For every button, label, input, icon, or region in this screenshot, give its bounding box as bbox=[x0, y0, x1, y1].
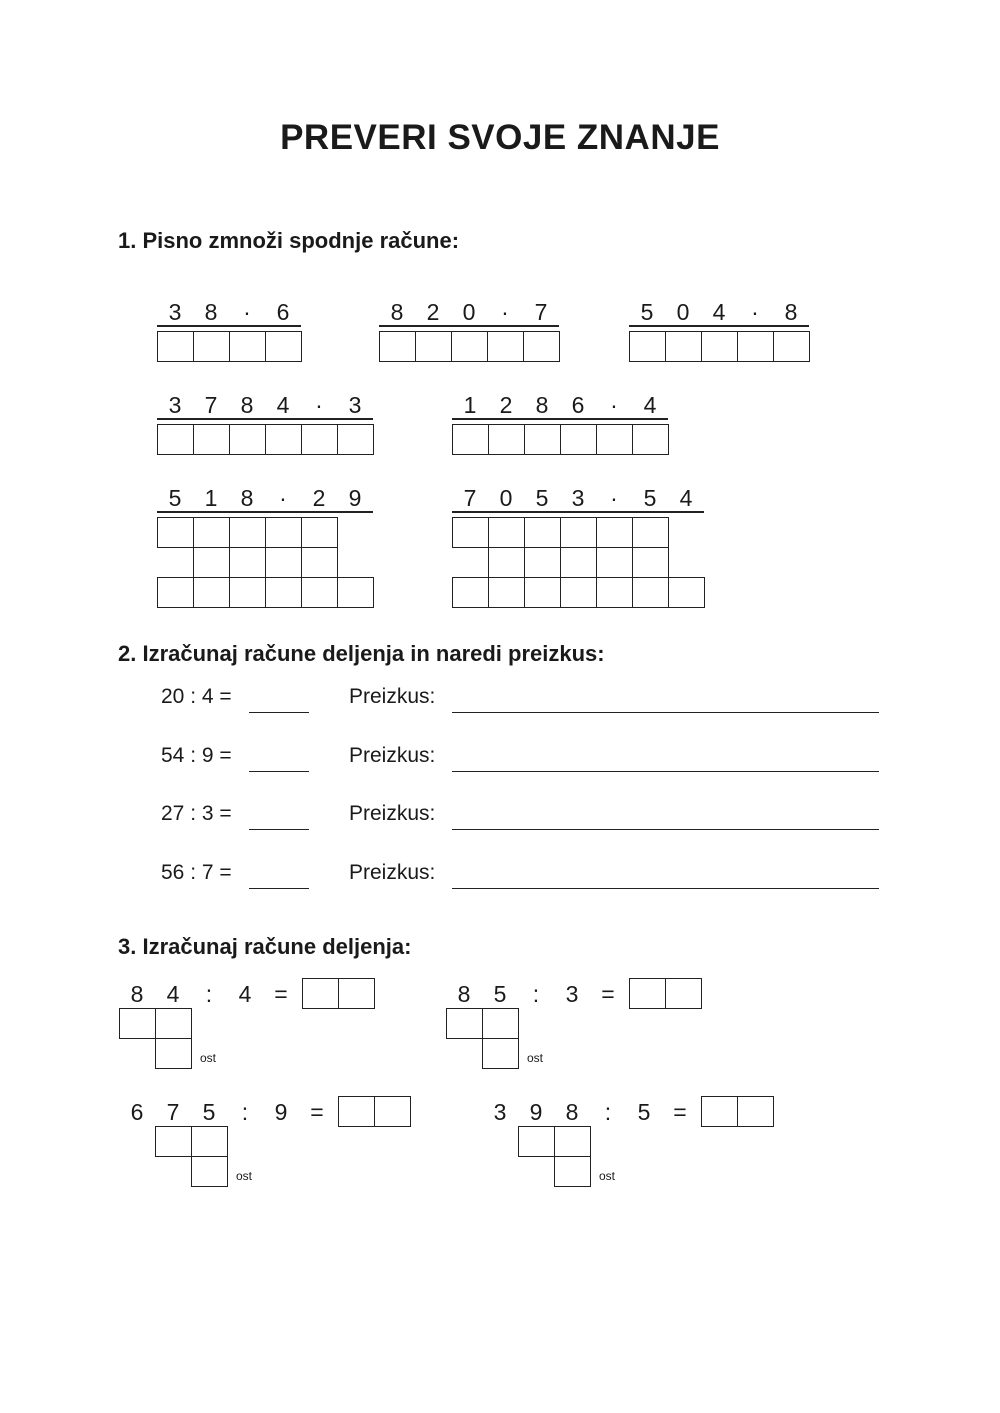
division-digit: : bbox=[205, 981, 213, 1007]
answer-box[interactable] bbox=[265, 547, 302, 578]
answer-box[interactable] bbox=[488, 517, 525, 548]
division-digit: = bbox=[673, 1099, 687, 1125]
multiplication-digit: 9 bbox=[348, 485, 362, 511]
multiplication-digit: 8 bbox=[390, 299, 404, 325]
answer-box[interactable] bbox=[265, 331, 302, 362]
multiplication-digit: 6 bbox=[276, 299, 290, 325]
answer-box[interactable] bbox=[229, 517, 266, 548]
division-digit: 9 bbox=[529, 1099, 543, 1125]
check-label: Preizkus: bbox=[349, 802, 436, 825]
multiplication-underline bbox=[452, 418, 668, 420]
answer-box[interactable] bbox=[379, 331, 416, 362]
answer-box[interactable] bbox=[701, 331, 738, 362]
division-equation: 27 : 3 = bbox=[161, 802, 232, 825]
answer-box[interactable] bbox=[157, 577, 194, 608]
answer-box[interactable] bbox=[773, 331, 810, 362]
answer-box[interactable] bbox=[523, 331, 560, 362]
answer-box[interactable] bbox=[337, 424, 374, 455]
multiplication-digit: 2 bbox=[499, 392, 513, 418]
answer-box[interactable] bbox=[560, 547, 597, 578]
quotient-box[interactable] bbox=[338, 1096, 375, 1127]
answer-box[interactable] bbox=[451, 331, 488, 362]
check-line[interactable] bbox=[452, 888, 879, 889]
division-digit: 8 bbox=[457, 981, 471, 1007]
multiplication-digit: 8 bbox=[204, 299, 218, 325]
work-box[interactable] bbox=[155, 1008, 192, 1039]
division-digit: : bbox=[532, 981, 540, 1007]
multiplication-digit: 1 bbox=[463, 392, 477, 418]
section-1-heading: 1. Pisno zmnoži spodnje račune: bbox=[118, 228, 460, 253]
check-label: Preizkus: bbox=[349, 860, 436, 884]
multiplication-digit: 0 bbox=[462, 299, 476, 325]
multiplication-digit: · bbox=[751, 299, 759, 325]
section-3-heading: 3. Izračunaj račune deljenja: bbox=[118, 934, 412, 959]
division-digit: = bbox=[310, 1099, 324, 1125]
division-digit: 4 bbox=[238, 981, 252, 1007]
work-box[interactable] bbox=[446, 1008, 483, 1039]
remainder-label: ost bbox=[200, 1051, 217, 1065]
quotient-box[interactable] bbox=[302, 978, 339, 1009]
multiplication-digit: 3 bbox=[168, 299, 182, 325]
multiplication-underline bbox=[452, 511, 704, 513]
division-digit: 8 bbox=[130, 981, 144, 1007]
answer-box[interactable] bbox=[229, 424, 266, 455]
division-digit: 6 bbox=[130, 1099, 144, 1125]
answer-box[interactable] bbox=[157, 517, 194, 548]
answer-box[interactable] bbox=[632, 577, 669, 608]
multiplication-digit: 7 bbox=[204, 392, 218, 418]
multiplication-underline bbox=[157, 325, 301, 327]
quotient-box[interactable] bbox=[338, 978, 375, 1009]
multiplication-digit: · bbox=[501, 299, 509, 325]
answer-box[interactable] bbox=[452, 577, 489, 608]
answer-box[interactable] bbox=[560, 424, 597, 455]
work-box[interactable] bbox=[554, 1126, 591, 1157]
answer-box[interactable] bbox=[632, 424, 669, 455]
multiplication-digit: 5 bbox=[168, 485, 182, 511]
multiplication-digit: 8 bbox=[784, 299, 798, 325]
division-digit: 9 bbox=[274, 1099, 288, 1125]
answer-box[interactable] bbox=[193, 547, 230, 578]
division-equation: 20 : 4 = bbox=[161, 685, 232, 708]
section-2-heading: 2. Izračunaj račune deljenja in naredi preizkus: bbox=[118, 641, 605, 666]
multiplication-digit: 2 bbox=[312, 485, 326, 511]
multiplication-digit: 0 bbox=[676, 299, 690, 325]
answer-box[interactable] bbox=[415, 331, 452, 362]
multiplication-digit: · bbox=[279, 485, 287, 511]
answer-box[interactable] bbox=[524, 517, 561, 548]
answer-line[interactable] bbox=[249, 829, 309, 830]
answer-box[interactable] bbox=[487, 331, 524, 362]
division-digit: : bbox=[241, 1099, 249, 1125]
multiplication-digit: 7 bbox=[463, 485, 477, 511]
answer-box[interactable] bbox=[229, 577, 266, 608]
answer-box[interactable] bbox=[301, 577, 338, 608]
multiplication-digit: · bbox=[243, 299, 251, 325]
answer-box[interactable] bbox=[301, 547, 338, 578]
answer-box[interactable] bbox=[488, 547, 525, 578]
quotient-box[interactable] bbox=[737, 1096, 774, 1127]
answer-box[interactable] bbox=[265, 517, 302, 548]
answer-box[interactable] bbox=[452, 517, 489, 548]
check-label: Preizkus: bbox=[349, 743, 436, 767]
multiplication-digit: 2 bbox=[426, 299, 440, 325]
division-equation: 54 : 9 = bbox=[161, 743, 232, 767]
answer-box[interactable] bbox=[524, 577, 561, 608]
answer-box[interactable] bbox=[596, 517, 633, 548]
answer-box[interactable] bbox=[488, 424, 525, 455]
answer-box[interactable] bbox=[452, 424, 489, 455]
answer-box[interactable] bbox=[524, 424, 561, 455]
multiplication-digit: 8 bbox=[240, 485, 254, 511]
multiplication-digit: · bbox=[315, 392, 323, 418]
multiplication-underline bbox=[379, 325, 559, 327]
answer-box[interactable] bbox=[193, 331, 230, 362]
multiplication-digit: 5 bbox=[640, 299, 654, 325]
division-digit: : bbox=[604, 1099, 612, 1125]
answer-box[interactable] bbox=[737, 331, 774, 362]
answer-box[interactable] bbox=[632, 517, 669, 548]
answer-box[interactable] bbox=[229, 547, 266, 578]
answer-box[interactable] bbox=[265, 424, 302, 455]
answer-box[interactable] bbox=[596, 547, 633, 578]
multiplication-digit: 4 bbox=[679, 485, 693, 511]
work-box[interactable] bbox=[119, 1008, 156, 1039]
remainder-box[interactable] bbox=[554, 1156, 591, 1187]
work-box[interactable] bbox=[518, 1126, 555, 1157]
answer-box[interactable] bbox=[632, 547, 669, 578]
check-line[interactable] bbox=[452, 712, 879, 713]
answer-box[interactable] bbox=[301, 424, 338, 455]
multiplication-digit: · bbox=[610, 485, 618, 511]
answer-box[interactable] bbox=[668, 577, 705, 608]
check-line[interactable] bbox=[452, 829, 879, 830]
answer-box[interactable] bbox=[524, 547, 561, 578]
answer-box[interactable] bbox=[560, 577, 597, 608]
multiplication-underline bbox=[157, 511, 373, 513]
remainder-box[interactable] bbox=[482, 1038, 519, 1069]
multiplication-digit: 6 bbox=[571, 392, 585, 418]
multiplication-digit: 7 bbox=[534, 299, 548, 325]
remainder-label: ost bbox=[527, 1051, 544, 1065]
quotient-box[interactable] bbox=[374, 1096, 411, 1127]
answer-box[interactable] bbox=[337, 577, 374, 608]
division-digit: 7 bbox=[166, 1099, 180, 1125]
division-digit: 3 bbox=[493, 1099, 507, 1125]
answer-box[interactable] bbox=[157, 331, 194, 362]
multiplication-underline bbox=[629, 325, 809, 327]
remainder-label: ost bbox=[236, 1169, 253, 1183]
page-title: PREVERI SVOJE ZNANJE bbox=[280, 118, 720, 157]
answer-box[interactable] bbox=[596, 424, 633, 455]
division-digit: = bbox=[274, 981, 288, 1007]
answer-box[interactable] bbox=[596, 577, 633, 608]
answer-box[interactable] bbox=[193, 424, 230, 455]
multiplication-digit: 4 bbox=[643, 392, 657, 418]
division-digit: 4 bbox=[166, 981, 180, 1007]
multiplication-digit: · bbox=[610, 392, 618, 418]
division-digit: = bbox=[601, 981, 615, 1007]
work-box[interactable] bbox=[482, 1008, 519, 1039]
multiplication-digit: 0 bbox=[499, 485, 513, 511]
multiplication-digit: 3 bbox=[168, 392, 182, 418]
division-digit: 3 bbox=[565, 981, 579, 1007]
quotient-box[interactable] bbox=[665, 978, 702, 1009]
answer-box[interactable] bbox=[665, 331, 702, 362]
check-label: Preizkus: bbox=[349, 685, 436, 708]
remainder-box[interactable] bbox=[155, 1038, 192, 1069]
work-box[interactable] bbox=[191, 1126, 228, 1157]
multiplication-digit: 3 bbox=[571, 485, 585, 511]
multiplication-digit: 4 bbox=[276, 392, 290, 418]
division-equation: 56 : 7 = bbox=[161, 860, 232, 884]
quotient-box[interactable] bbox=[629, 978, 666, 1009]
remainder-box[interactable] bbox=[191, 1156, 228, 1187]
multiplication-digit: 5 bbox=[643, 485, 657, 511]
multiplication-digit: 8 bbox=[240, 392, 254, 418]
answer-box[interactable] bbox=[629, 331, 666, 362]
multiplication-digit: 8 bbox=[535, 392, 549, 418]
division-digit: 5 bbox=[202, 1099, 216, 1125]
answer-line[interactable] bbox=[249, 888, 309, 889]
answer-line[interactable] bbox=[249, 771, 309, 772]
check-line[interactable] bbox=[452, 771, 879, 772]
answer-box[interactable] bbox=[265, 577, 302, 608]
answer-box[interactable] bbox=[488, 577, 525, 608]
answer-box[interactable] bbox=[193, 577, 230, 608]
multiplication-digit: 3 bbox=[348, 392, 362, 418]
division-digit: 8 bbox=[565, 1099, 579, 1125]
division-digit: 5 bbox=[637, 1099, 651, 1125]
answer-box[interactable] bbox=[157, 424, 194, 455]
multiplication-digit: 1 bbox=[204, 485, 218, 511]
remainder-label: ost bbox=[599, 1169, 616, 1183]
multiplication-digit: 4 bbox=[712, 299, 726, 325]
answer-box[interactable] bbox=[229, 331, 266, 362]
quotient-box[interactable] bbox=[701, 1096, 738, 1127]
multiplication-underline bbox=[157, 418, 373, 420]
answer-box[interactable] bbox=[560, 517, 597, 548]
answer-line[interactable] bbox=[249, 712, 309, 713]
answer-box[interactable] bbox=[301, 517, 338, 548]
work-box[interactable] bbox=[155, 1126, 192, 1157]
answer-box[interactable] bbox=[193, 517, 230, 548]
division-digit: 5 bbox=[493, 981, 507, 1007]
multiplication-digit: 5 bbox=[535, 485, 549, 511]
